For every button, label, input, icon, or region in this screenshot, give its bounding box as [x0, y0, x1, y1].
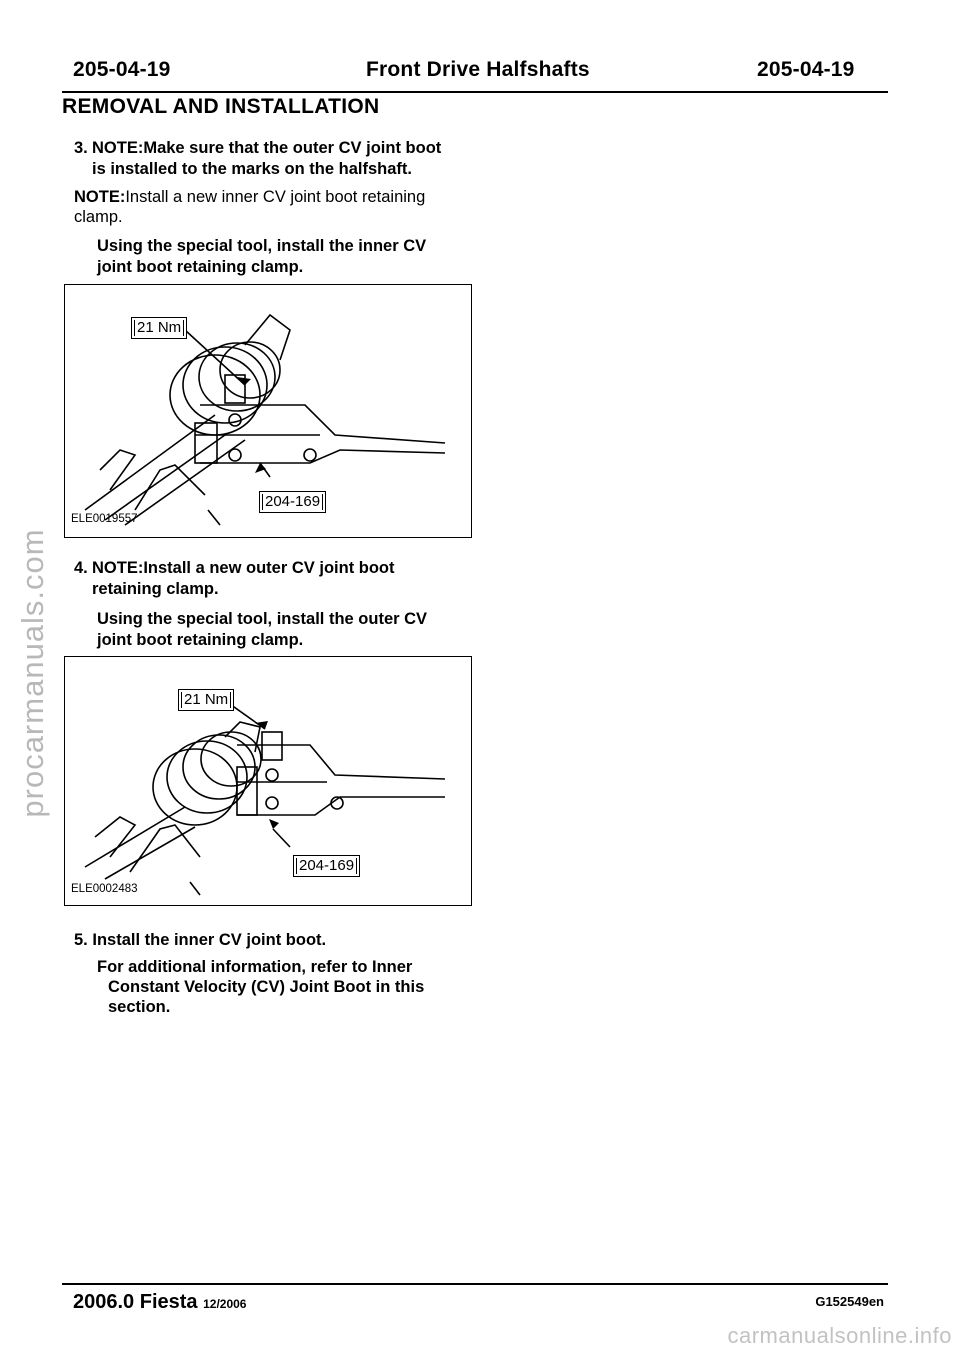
- note-label: NOTE:: [74, 188, 126, 206]
- step-number: 5.: [74, 931, 88, 949]
- step-action-line: Constant Velocity (CV) Joint Boot in this: [108, 978, 425, 996]
- header-section-number-right: 205-04-19: [757, 58, 855, 81]
- step-action-line: joint boot retaining clamp.: [97, 258, 304, 276]
- tool-callout: 204-169: [293, 855, 360, 877]
- header-rule: [62, 91, 888, 93]
- footer-model-name: 2006.0 Fiesta: [73, 1291, 198, 1313]
- step-3-note: [74, 138, 494, 180]
- step-action-line: For additional information, refer to Inner: [97, 958, 413, 976]
- figure-illustration: [65, 657, 471, 905]
- header-title: Front Drive Halfshafts: [366, 58, 590, 81]
- step-text-line: NOTE:Install a new outer CV joint boot: [92, 559, 395, 577]
- header-section-number-left: 205-04-19: [73, 58, 171, 81]
- step-3-sub-note: [74, 187, 494, 207]
- watermark-side: procarmanuals.com: [15, 528, 50, 818]
- footer-code: G152549en: [815, 1294, 884, 1309]
- note-text: Install a new inner CV joint boot retaining: [125, 188, 426, 206]
- tool-callout: 204-169: [259, 491, 326, 513]
- step-text-line: is installed to the marks on the halfshaft.: [92, 160, 412, 178]
- step-text-line: NOTE:Make sure that the outer CV joint boot: [92, 139, 442, 157]
- step-action-line: Using the special tool, install the inner CV: [97, 237, 427, 255]
- footer-date: 12/2006: [203, 1297, 247, 1311]
- watermark-bottom: carmanualsonline.info: [727, 1323, 952, 1348]
- footer-rule: [62, 1283, 888, 1285]
- step-action-line: joint boot retaining clamp.: [97, 631, 304, 649]
- step-4-note: [74, 558, 494, 600]
- step-text-line: retaining clamp.: [92, 580, 219, 598]
- figure-inner-clamp: [64, 284, 472, 538]
- note-text-continued: clamp.: [74, 208, 123, 226]
- footer-model: [73, 1291, 246, 1314]
- step-number: 4.: [74, 559, 88, 577]
- step-action-line: Using the special tool, install the outer CV: [97, 610, 428, 628]
- step-number: 3.: [74, 139, 88, 157]
- figure-id: ELE0019557: [71, 513, 138, 525]
- torque-callout: 21 Nm: [178, 689, 234, 711]
- figure-outer-clamp: [64, 656, 472, 906]
- torque-callout: 21 Nm: [131, 317, 187, 339]
- step-text-line: Install the inner CV joint boot.: [92, 931, 327, 949]
- step-5: [74, 930, 494, 950]
- section-title: REMOVAL AND INSTALLATION: [62, 95, 380, 118]
- step-action-line: section.: [108, 998, 171, 1016]
- figure-id: ELE0002483: [71, 883, 138, 895]
